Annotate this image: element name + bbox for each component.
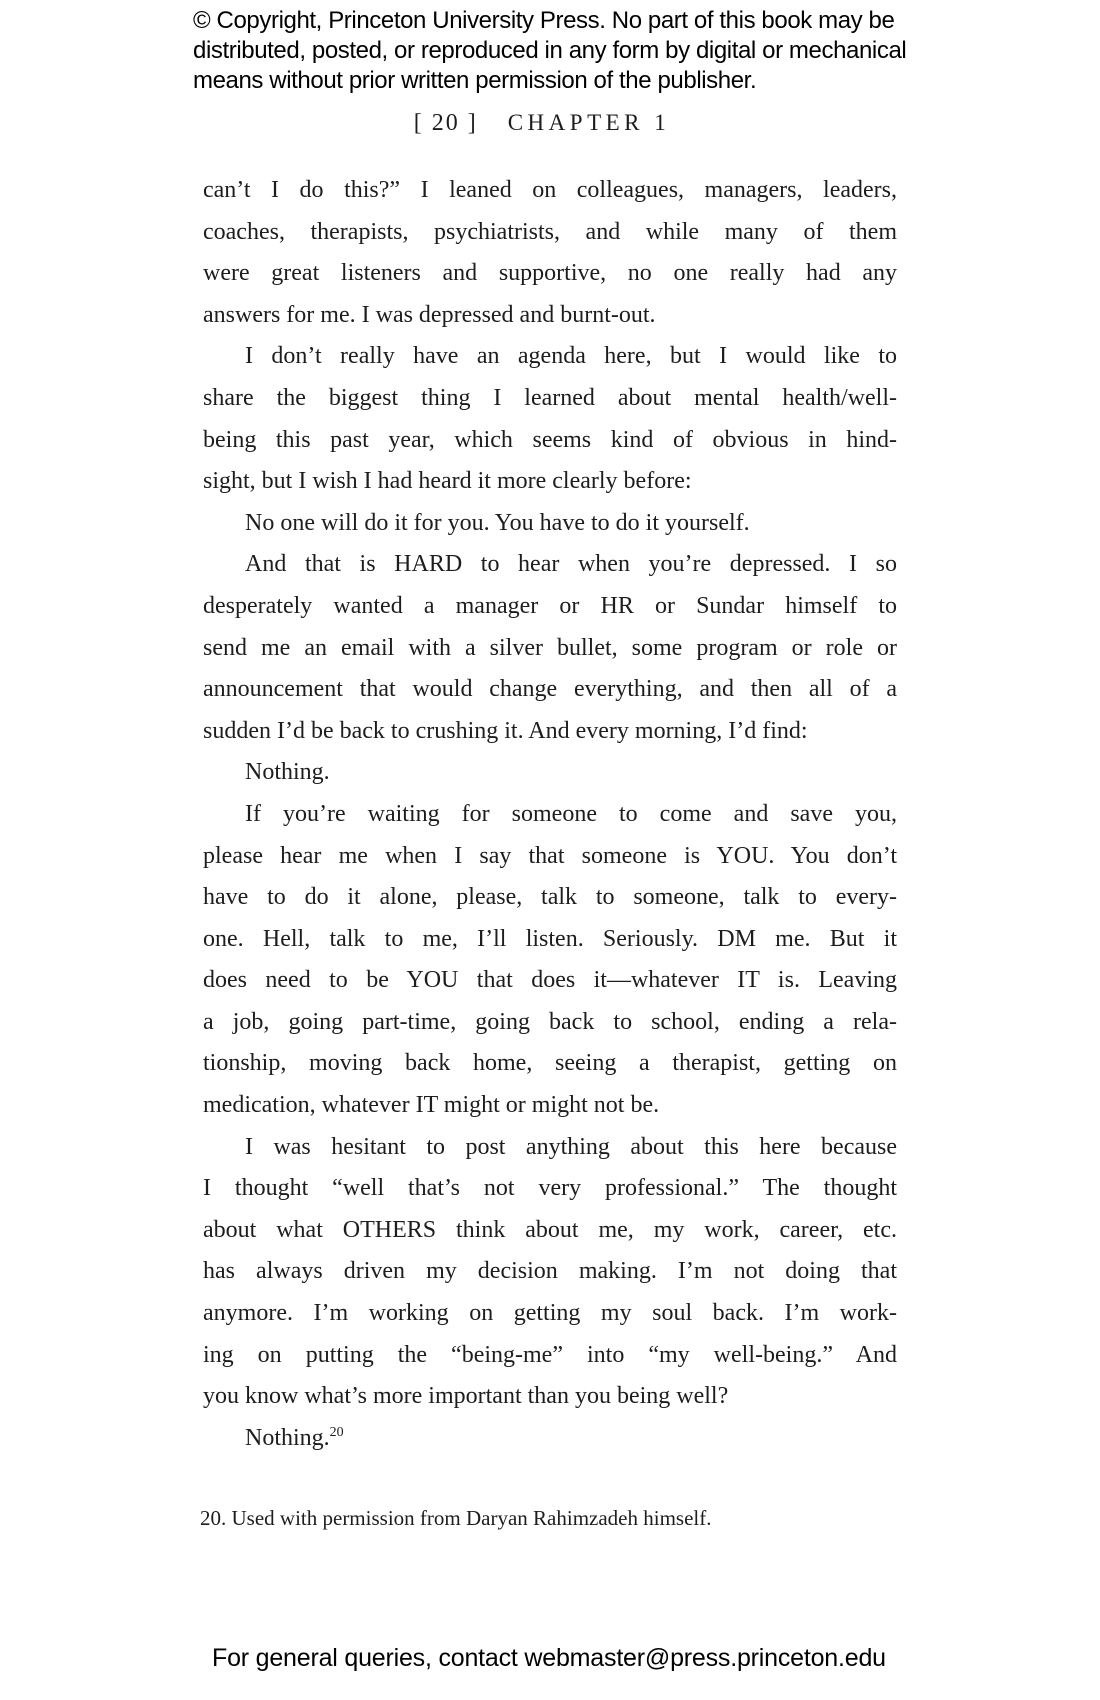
- body-line: I thought “well that’s not very professional.” The thought: [203, 1175, 897, 1202]
- body-line: share the biggest thing I learned about mental health/well-: [203, 384, 897, 411]
- body-line: ing on putting the “being-me” into “my well-being.” And: [203, 1341, 897, 1368]
- footnote: 20. Used with permission from Daryan Rahimzadeh himself.: [200, 1506, 712, 1530]
- body-line: If you’re waiting for someone to come and save you,: [245, 800, 897, 827]
- copyright-line: © Copyright, Princeton University Press. No part of this book may be: [193, 7, 895, 34]
- body-line: No one will do it for you. You have to do it yourself.: [245, 509, 750, 536]
- body-line: sight, but I wish I had heard it more clearly before:: [203, 468, 692, 495]
- body-line: announcement that would change everything, and then all of a: [203, 676, 897, 703]
- body-line: tionship, moving back home, seeing a therapist, getting on: [203, 1050, 897, 1077]
- body-line: Nothing.$^{20}$: [245, 1424, 344, 1451]
- copyright-line: means without prior written permission of the publisher.: [193, 67, 757, 94]
- body-text: [203, 170, 897, 1459]
- body-line: does need to be YOU that does it—whatever IT is. Leaving: [203, 967, 897, 994]
- body-line: has always driven my decision making. I’m not doing that: [203, 1258, 897, 1285]
- body-line: I was hesitant to post anything about this here because: [245, 1133, 897, 1160]
- body-line: have to do it alone, please, talk to someone, talk to every-: [203, 884, 897, 911]
- body-line: anymore. I’m working on getting my soul back. I’m work-: [203, 1300, 897, 1327]
- body-line: about what OTHERS think about me, my work, career, etc.: [203, 1216, 897, 1243]
- footnote-marker: 20: [329, 1424, 344, 1440]
- body-line: I don’t really have an agenda here, but I would like to: [245, 343, 897, 370]
- body-line: were great listeners and supportive, no one really had any: [203, 260, 897, 287]
- body-line: sudden I’d be back to crushing it. And every morning, I’d find:: [203, 717, 808, 744]
- body-line: being this past year, which seems kind of obvious in hind-: [203, 426, 897, 453]
- body-line: medication, whatever IT might or might not be.: [203, 1092, 660, 1119]
- body-line: Nothing.: [245, 759, 330, 786]
- body-line: send me an email with a silver bullet, some program or role or: [203, 634, 897, 661]
- body-line: answers for me. I was depressed and burnt-out.: [203, 301, 656, 328]
- body-line: can’t I do this?” I leaned on colleagues, managers, leaders,: [203, 177, 897, 203]
- body-line: one. Hell, talk to me, I’ll listen. Seriously. DM me. But it: [203, 925, 897, 952]
- body-line: coaches, therapists, psychiatrists, and while many of them: [203, 218, 897, 245]
- page-number: [ 20 ]: [413, 110, 478, 136]
- body-line: a job, going part-time, going back to school, ending a rela-: [203, 1008, 897, 1035]
- body-line: you know what’s more important than you being well?: [203, 1383, 729, 1410]
- body-line: And that is HARD to hear when you’re depressed. I so: [245, 551, 897, 578]
- body-line: please hear me when I say that someone is YOU. You don’t: [203, 842, 897, 869]
- chapter-title: CHAPTER 1: [507, 110, 671, 135]
- running-header: [0, 110, 1084, 137]
- copyright-line: distributed, posted, or reproduced in any form by digital or mechanical: [193, 37, 907, 64]
- body-line: desperately wanted a manager or HR or Sundar himself to: [203, 592, 897, 619]
- footer-contact: For general queries, contact webmaster@press.princeton.edu: [212, 1644, 886, 1672]
- copyright-notice: [193, 6, 906, 96]
